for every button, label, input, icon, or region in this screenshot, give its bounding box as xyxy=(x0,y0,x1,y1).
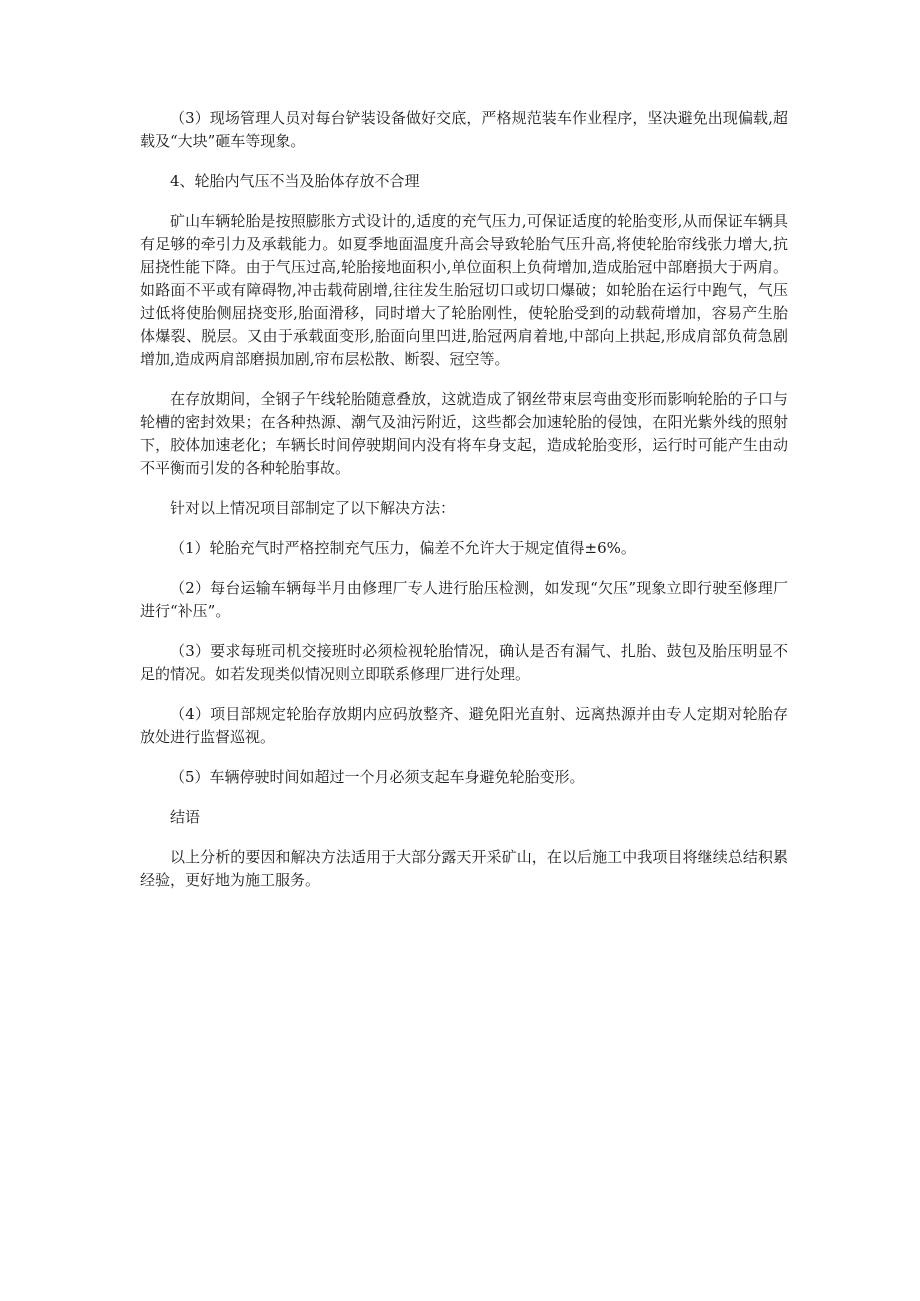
document-body xyxy=(140,107,788,909)
paragraph-solutions-intro: 针对以上情况项目部制定了以下解决方法： xyxy=(170,499,456,517)
paragraph-tire-design: 矿山车辆轮胎是按照膨胀方式设计的,适度的充气压力,可保证适度的轮胎变形,从而保证车辆具有足够的牵引力及承载能力。如夏季地面温度升高会导致轮胎气压升高,将使轮胎帘线张力增大,抗屈挠性能下降。由于气压过高,轮胎接地面积小,单位面积上负荷增加,造成胎冠中部磨损大于两肩。如路面不平或有障碍物,冲击载荷剧增,往往发生胎冠切口或切口爆破；如轮胎在运行中跑气，气压过低将使胎侧屈挠变形,胎面滑移，同时增大了轮胎刚性，使轮胎受到的动载荷增加，容易产生胎体爆裂、脱层。又由于承载面变形,胎面向里凹进,胎冠两肩着地,中部向上拱起,形成肩部负荷急剧增加,造成两肩部磨损加剧,帘布层松散、断裂、冠空等。 xyxy=(140,212,788,368)
paragraph-solution-2: （2）每台运输车辆每半月由修理厂专人进行胎压检测，如发现“欠压”现象立即行驶至修理厂进行“补压”。 xyxy=(140,579,788,620)
section-heading-tire-pressure: 4、轮胎内气压不当及胎体存放不合理 xyxy=(170,172,420,190)
paragraph-conclusion: 以上分析的要因和解决方法适用于大部分露天开采矿山，在以后施工中我项目将继续总结积累经验，更好地为施工服务。 xyxy=(140,848,788,889)
paragraph-solution-1: （1）轮胎充气时严格控制充气压力，偏差不允许大于规定值得±6%。 xyxy=(170,539,636,557)
paragraph-storage: 在存放期间，全钢子午线轮胎随意叠放，这就造成了钢丝带束层弯曲变形而影响轮胎的子口与轮槽的密封效果；在各种热源、潮气及油污附近，这些都会加速轮胎的侵蚀，在阳光紫外线的照射下，胶体加速老化；车辆长时间停驶期间内没有将车身支起，造成轮胎变形，运行时可能产生由动不平衡而引发的各种轮胎事故。 xyxy=(140,390,788,477)
section-heading-conclusion: 结语 xyxy=(170,808,201,826)
paragraph-solution-4: （4）项目部规定轮胎存放期内应码放整齐、避免阳光直射、远离热源并由专人定期对轮胎存放处进行监督巡视。 xyxy=(140,705,788,746)
paragraph-solution-5: （5）车辆停驶时间如超过一个月必须支起车身避免轮胎变形。 xyxy=(170,768,585,786)
paragraph-solution-3: （3）要求每班司机交接班时必须检视轮胎情况，确认是否有漏气、扎胎、鼓包及胎压明显不足的情况。如若发现类似情况则立即联系修理厂进行处理。 xyxy=(140,642,788,683)
paragraph-measure-3: （3）现场管理人员对每台铲装设备做好交底，严格规范装车作业程序，坚决避免出现偏载,超载及“大块”砸车等现象。 xyxy=(140,109,788,150)
